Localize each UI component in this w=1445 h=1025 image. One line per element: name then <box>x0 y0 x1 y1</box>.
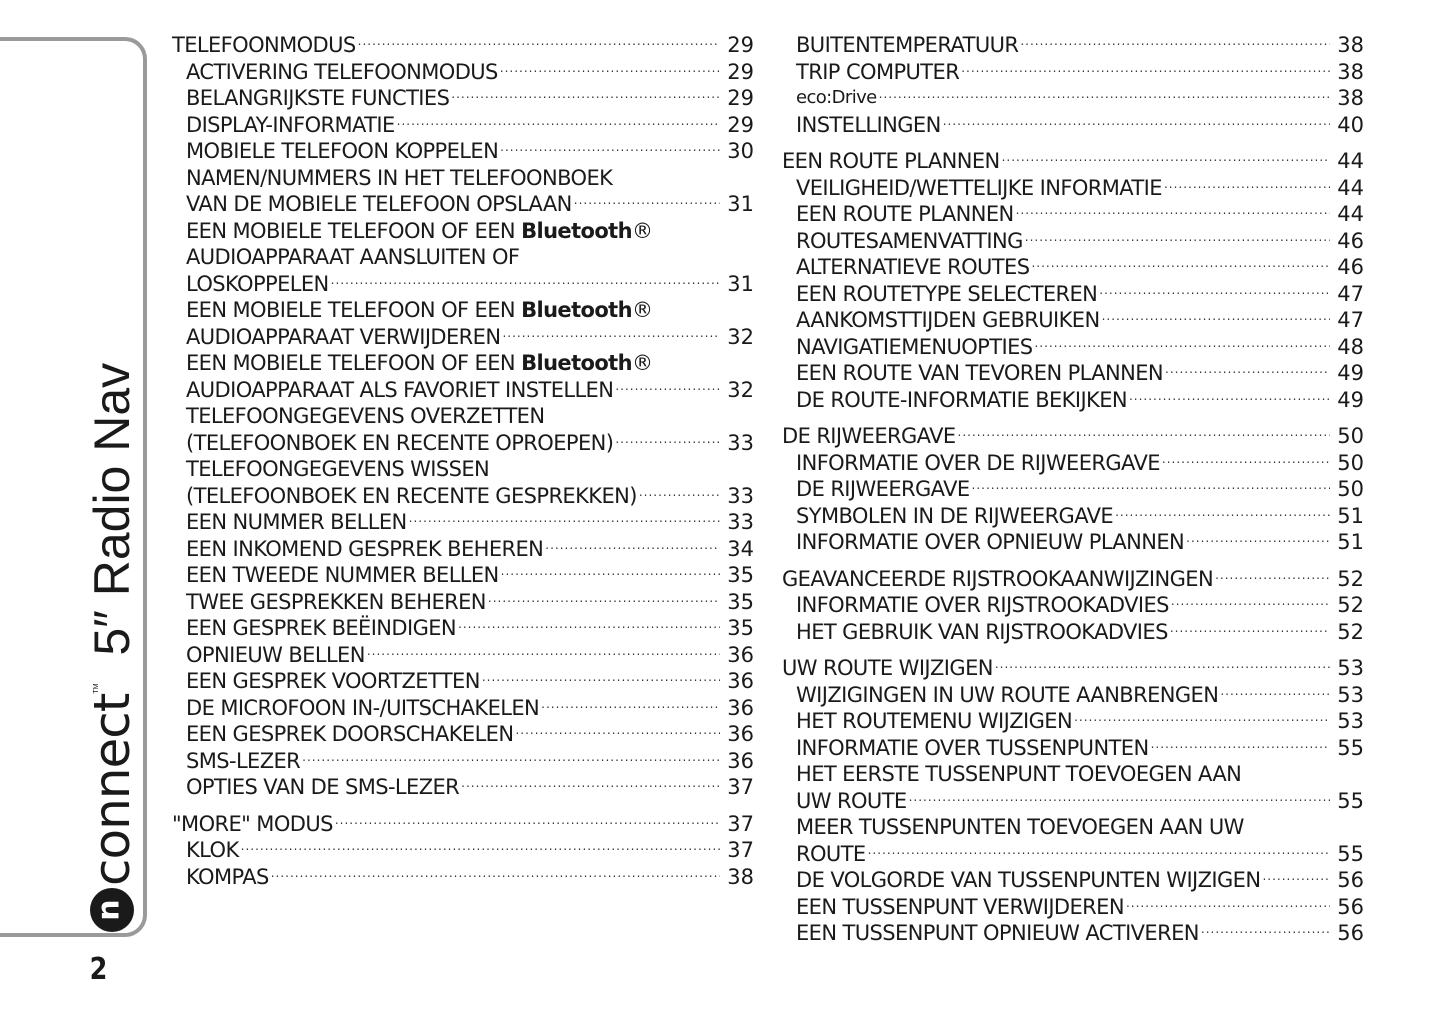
toc-subentry[interactable] <box>782 867 1364 894</box>
toc-page-number: 37 <box>727 775 754 799</box>
toc-page-number: 56 <box>1337 868 1364 892</box>
toc-entry-title: MEER TUSSENPUNTEN TOEVOEGEN AAN UW <box>796 815 1244 839</box>
toc-subentry[interactable] <box>782 592 1364 619</box>
dot-leader <box>1020 32 1330 59</box>
toc-entry-title: EEN TUSSENPUNT OPNIEUW ACTIVEREN <box>796 921 1199 945</box>
toc-column-left <box>172 32 754 890</box>
toc-page-number: 47 <box>1337 281 1364 306</box>
toc-page-number: 46 <box>1337 255 1364 279</box>
dot-leader <box>1031 254 1330 281</box>
toc-page-number: 53 <box>1337 682 1364 707</box>
toc-subentry[interactable] <box>782 841 1364 868</box>
toc-page-number: 48 <box>1337 334 1364 359</box>
toc-subentry[interactable] <box>172 430 754 457</box>
toc-entry-title: "MORE" MODUS <box>172 811 333 836</box>
dot-leader <box>461 774 720 801</box>
toc-page-number: 33 <box>727 430 754 455</box>
toc-page-number: 40 <box>1337 112 1364 137</box>
toc-entry-title: INFORMATIE OVER TUSSENPUNTEN <box>796 735 1149 760</box>
toc-entry-title: MOBIELE TELEFOON KOPPELEN <box>186 139 499 163</box>
toc-entry-title: UW ROUTE <box>796 788 907 813</box>
toc-page-number: 38 <box>1337 86 1364 110</box>
toc-entry-title: EEN ROUTE VAN TEVOREN PLANNEN <box>796 361 1164 385</box>
toc-entry-title: EEN MOBIELE TELEFOON OF EEN Bluetooth® <box>186 351 653 375</box>
toc-subentry[interactable] <box>782 503 1364 530</box>
dot-leader <box>1025 228 1330 255</box>
toc-subentry[interactable] <box>782 175 1364 202</box>
toc-entry-title: LOSKOPPELEN <box>186 271 329 296</box>
dot-leader <box>302 748 720 775</box>
toc-section[interactable] <box>782 566 1364 593</box>
toc-subentry[interactable] <box>782 360 1364 387</box>
toc-subentry <box>172 297 754 324</box>
toc-entry-title: AUDIOAPPARAAT VERWIJDEREN <box>186 324 501 349</box>
dot-leader <box>943 112 1330 139</box>
page-number: 2 <box>89 952 108 987</box>
toc-page-number: 36 <box>727 748 754 773</box>
dot-leader <box>358 32 720 59</box>
toc-entry-title: EEN ROUTETYPE SELECTEREN <box>796 281 1098 306</box>
toc-subentry <box>172 456 754 483</box>
toc-entry-title: HET EERSTE TUSSENPUNT TOEVOEGEN AAN <box>796 762 1242 786</box>
toc-entry-title: NAMEN/NUMMERS IN HET TELEFOONBOEK <box>186 165 613 190</box>
uconnect-logo <box>83 670 141 932</box>
dot-leader <box>1220 682 1330 709</box>
toc-entry-title: UW ROUTE WIJZIGEN <box>782 656 993 680</box>
toc-page-number: 29 <box>727 59 754 84</box>
bluetooth-label: Bluetooth <box>521 298 632 322</box>
toc-subentry[interactable] <box>172 695 754 722</box>
toc-entry-title: DISPLAY-INFORMATIE <box>186 112 395 137</box>
toc-subentry <box>782 761 1364 788</box>
toc-page-number: 52 <box>1337 566 1364 591</box>
toc-subentry[interactable] <box>172 615 754 642</box>
dot-leader <box>1016 201 1330 228</box>
toc-subentry[interactable] <box>782 334 1364 361</box>
dot-leader <box>331 271 720 298</box>
toc-subentry[interactable] <box>172 112 754 139</box>
dot-leader <box>615 377 720 404</box>
toc-subentry[interactable] <box>172 589 754 616</box>
toc-page-number: 51 <box>1337 503 1364 528</box>
toc-page-number: 49 <box>1337 387 1364 412</box>
toc-entry-title: BELANGRIJKSTE FUNCTIES <box>186 86 450 110</box>
toc-page-number: 46 <box>1337 228 1364 253</box>
toc-entry-title: (TELEFOONBOEK EN RECENTE GESPREKKEN) <box>186 483 637 508</box>
toc-page-number: 29 <box>727 112 754 137</box>
dot-leader <box>868 841 1330 868</box>
toc-entry-title: eco:Drive <box>796 87 877 108</box>
dot-leader <box>482 668 720 695</box>
toc-entry-title: ALTERNATIEVE ROUTES <box>796 255 1030 279</box>
toc-page-number: 38 <box>727 864 754 889</box>
dot-leader <box>1262 867 1330 894</box>
toc-subentry[interactable] <box>172 59 754 86</box>
toc-page-number: 56 <box>1337 921 1364 945</box>
toc-page-number: 36 <box>727 642 754 667</box>
toc-subentry <box>172 165 754 192</box>
toc-page-number: 35 <box>727 589 754 614</box>
dot-leader <box>1170 619 1330 646</box>
toc-subentry[interactable] <box>782 920 1364 947</box>
toc-subentry[interactable] <box>782 735 1364 762</box>
toc-page-number: 36 <box>727 669 754 693</box>
toc-entry-title: HET ROUTEMENU WIJZIGEN <box>796 709 1073 733</box>
toc-page-number: 51 <box>1337 530 1364 554</box>
toc-entry-title: WIJZIGINGEN IN UW ROUTE AANBRENGEN <box>796 682 1219 707</box>
toc-subentry[interactable] <box>172 138 754 165</box>
toc-entry-title: EEN TUSSENPUNT VERWIJDEREN <box>796 894 1124 919</box>
toc-entry-title: ACTIVERING TELEFOONMODUS <box>186 59 498 84</box>
toc-entry-title: GEAVANCEERDE RIJSTROOKAANWIJZINGEN <box>782 566 1214 591</box>
dot-leader <box>451 85 720 112</box>
dot-leader <box>545 536 720 563</box>
dot-leader <box>501 562 720 589</box>
toc-subentry[interactable] <box>172 748 754 775</box>
toc-page-number: 50 <box>1337 450 1364 475</box>
toc-entry-title: AUDIOAPPARAAT ALS FAVORIET INSTELLEN <box>186 377 614 402</box>
toc-entry-title: EEN ROUTE PLANNEN <box>796 202 1014 226</box>
dot-leader <box>502 324 720 351</box>
toc-subentry[interactable] <box>782 619 1364 646</box>
dot-leader <box>879 85 1330 112</box>
dot-leader <box>961 59 1330 86</box>
dot-leader <box>500 138 720 165</box>
toc-entry-title: INFORMATIE OVER DE RIJWEERGAVE <box>796 450 1160 475</box>
toc-subentry[interactable] <box>782 708 1364 735</box>
uconnect-u-icon: u <box>90 888 134 932</box>
toc-entry-title: TWEE GESPREKKEN BEHEREN <box>186 589 486 614</box>
toc-section[interactable] <box>172 32 754 59</box>
toc-entry-title: VAN DE MOBIELE TELEFOON OPSLAAN <box>186 192 572 216</box>
toc-page-number: 55 <box>1337 841 1364 866</box>
toc-entry-title: DE MICROFOON IN-/UITSCHAKELEN <box>186 695 540 720</box>
toc-page-number: 50 <box>1337 477 1364 501</box>
toc-page-number: 34 <box>727 536 754 561</box>
toc-entry-title: EEN ROUTE PLANNEN <box>782 149 1000 173</box>
toc-subentry[interactable] <box>782 201 1364 228</box>
dot-leader <box>488 589 720 616</box>
toc-entry-title: INFORMATIE OVER RIJSTROOKADVIES <box>796 593 1169 617</box>
toc-entry-title: DE VOLGORDE VAN TUSSENPUNTEN WIJZIGEN <box>796 868 1261 892</box>
toc-entry-title: KOMPAS <box>186 864 269 889</box>
toc-entry-title: EEN NUMMER BELLEN <box>186 510 407 534</box>
dot-leader <box>1115 503 1330 530</box>
toc-subentry[interactable] <box>172 668 754 695</box>
toc-subentry[interactable] <box>782 682 1364 709</box>
toc-section[interactable] <box>782 423 1364 450</box>
toc-entry-title: OPNIEUW BELLEN <box>186 642 365 667</box>
toc-subentry[interactable] <box>172 864 754 891</box>
dot-leader <box>639 483 720 510</box>
dot-leader <box>1186 529 1330 556</box>
dot-leader <box>1099 281 1330 308</box>
toc-section[interactable] <box>782 148 1364 175</box>
toc-page-number: 56 <box>1337 894 1364 919</box>
toc-page-number: 55 <box>1337 788 1364 813</box>
toc-page-number: 32 <box>727 377 754 402</box>
toc-page-number: 52 <box>1337 619 1364 644</box>
toc-entry-title: ROUTESAMENVATTING <box>796 228 1023 253</box>
toc-page-number: 37 <box>727 838 754 862</box>
dot-leader <box>1102 307 1330 334</box>
toc-entry-title: HET GEBRUIK VAN RIJSTROOKADVIES <box>796 619 1168 644</box>
toc-entry-title: TRIP COMPUTER <box>796 59 960 84</box>
toc-page-number: 47 <box>1337 308 1364 332</box>
trademark-mark: TM <box>93 683 100 694</box>
toc-subentry[interactable] <box>782 307 1364 334</box>
toc-page-number: 53 <box>1337 656 1364 680</box>
toc-entry-title: AANKOMSTTIJDEN GEBRUIKEN <box>796 308 1100 332</box>
toc-subentry[interactable] <box>782 788 1364 815</box>
toc-page-number: 44 <box>1337 149 1364 173</box>
toc-page-number: 29 <box>727 86 754 110</box>
toc-subentry[interactable] <box>172 324 754 351</box>
dot-leader <box>458 615 720 642</box>
toc-subentry[interactable] <box>782 32 1364 59</box>
toc-entry-title: DE ROUTE-INFORMATIE BEKIJKEN <box>796 387 1127 412</box>
dot-leader <box>367 642 720 669</box>
toc-subentry[interactable] <box>172 85 754 112</box>
toc-subentry[interactable] <box>172 483 754 510</box>
toc-subentry[interactable] <box>172 377 754 404</box>
toc-subentry[interactable] <box>172 191 754 218</box>
toc-page-number: 37 <box>727 811 754 836</box>
toc-subentry[interactable] <box>782 228 1364 255</box>
dot-leader <box>1151 735 1330 762</box>
bluetooth-label: Bluetooth <box>521 218 632 243</box>
toc-subentry[interactable] <box>172 562 754 589</box>
sidebar-title <box>82 232 142 932</box>
toc-entry-title: (TELEFOONBOEK EN RECENTE OPROEPEN) <box>186 430 614 455</box>
dot-leader <box>515 721 720 748</box>
toc-entry-title: EEN TWEEDE NUMMER BELLEN <box>186 563 499 587</box>
toc-subentry[interactable] <box>782 281 1364 308</box>
toc-page-number: 33 <box>727 510 754 534</box>
dot-leader <box>1074 708 1330 735</box>
dot-leader <box>271 864 720 891</box>
toc-entry-title: NAVIGATIEMENUOPTIES <box>796 334 1033 359</box>
toc-page-number: 53 <box>1337 709 1364 733</box>
toc-page-number: 55 <box>1337 735 1364 760</box>
dot-leader <box>958 423 1330 450</box>
toc-page-number: 50 <box>1337 424 1364 448</box>
toc-subentry[interactable] <box>782 450 1364 477</box>
dot-leader <box>1002 148 1330 175</box>
toc-page-number: 32 <box>727 324 754 349</box>
dot-leader <box>1162 450 1330 477</box>
toc-subentry <box>172 218 754 245</box>
toc-entry-title: SMS-LEZER <box>186 748 301 773</box>
toc-subentry[interactable] <box>782 254 1364 281</box>
dot-leader <box>409 509 720 536</box>
dot-leader <box>1201 920 1330 947</box>
toc-subentry[interactable] <box>172 721 754 748</box>
logo-text: connect <box>83 693 141 886</box>
dot-leader <box>1126 894 1330 921</box>
toc-subentry[interactable] <box>782 112 1364 139</box>
toc-entry-title: BUITENTEMPERATUUR <box>796 33 1019 57</box>
toc-entry-title: TELEFOONGEGEVENS OVERZETTEN <box>186 404 545 428</box>
toc-subentry <box>172 244 754 271</box>
dot-leader <box>1165 360 1330 387</box>
dot-leader <box>1034 334 1330 361</box>
toc-entry-title: EEN GESPREK VOORTZETTEN <box>186 669 480 693</box>
toc-subentry[interactable] <box>782 85 1364 112</box>
dot-leader <box>1171 592 1330 619</box>
dot-leader <box>972 476 1330 503</box>
toc-entry-title: EEN GESPREK DOORSCHAKELEN <box>186 722 514 746</box>
toc-subentry[interactable] <box>172 536 754 563</box>
toc-page-number: 33 <box>727 483 754 508</box>
toc-column-right <box>782 32 1364 947</box>
toc-entry-title: TELEFOONMODUS <box>172 33 356 57</box>
dot-leader <box>335 811 720 838</box>
dot-leader <box>241 837 720 864</box>
dot-leader <box>1215 566 1330 593</box>
toc-page-number: 36 <box>727 695 754 720</box>
toc-subentry[interactable] <box>782 894 1364 921</box>
dot-leader <box>500 59 720 86</box>
toc-subentry[interactable] <box>172 642 754 669</box>
toc-entry-title: INFORMATIE OVER OPNIEUW PLANNEN <box>796 530 1185 554</box>
toc-subentry[interactable] <box>172 837 754 864</box>
model-title: 5″ Radio Nav <box>84 362 140 670</box>
toc-page-number: 29 <box>727 33 754 57</box>
toc-entry-title: KLOK <box>186 838 239 862</box>
toc-page-number: 31 <box>727 192 754 216</box>
dot-leader <box>995 655 1330 682</box>
toc-entry-title: DE RIJWEERGAVE <box>782 424 956 448</box>
toc-entry-title: EEN GESPREK BEËINDIGEN <box>186 616 457 640</box>
toc-page-number: 38 <box>1337 33 1364 57</box>
toc-subentry[interactable] <box>782 387 1364 414</box>
toc-entry-title: SYMBOLEN IN DE RIJWEERGAVE <box>796 503 1114 528</box>
toc-entry-title: VEILIGHEID/WETTELIJKE INFORMATIE <box>796 175 1162 200</box>
dot-leader <box>1129 387 1330 414</box>
toc-subentry[interactable] <box>782 529 1364 556</box>
toc-entry-title: ROUTE <box>796 841 866 866</box>
dot-leader <box>909 788 1330 815</box>
dot-leader <box>541 695 720 722</box>
toc-subentry <box>172 350 754 377</box>
toc-entry-title: EEN MOBIELE TELEFOON OF EEN Bluetooth® <box>186 218 653 243</box>
toc-subentry <box>172 403 754 430</box>
toc-subentry[interactable] <box>782 476 1364 503</box>
toc-page-number: 44 <box>1337 202 1364 226</box>
dot-leader <box>397 112 720 139</box>
toc-entry-title: DE RIJWEERGAVE <box>796 477 970 501</box>
toc-entry-title: EEN INKOMEND GESPREK BEHEREN <box>186 536 544 561</box>
toc-section[interactable] <box>782 655 1364 682</box>
toc-page-number: 49 <box>1337 361 1364 385</box>
toc-page-number: 35 <box>727 563 754 587</box>
toc-subentry[interactable] <box>172 509 754 536</box>
dot-leader <box>615 430 720 457</box>
toc-subentry[interactable] <box>172 271 754 298</box>
dot-leader <box>574 191 720 218</box>
toc-page-number: 30 <box>727 139 754 163</box>
toc-entry-title: AUDIOAPPARAAT AANSLUITEN OF <box>186 245 520 269</box>
toc-subentry <box>782 814 1364 841</box>
toc-page-number: 31 <box>727 271 754 296</box>
toc-entry-title: EEN MOBIELE TELEFOON OF EEN Bluetooth® <box>186 298 653 322</box>
toc-subentry[interactable] <box>782 59 1364 86</box>
toc-page-number: 36 <box>727 722 754 746</box>
toc-subentry[interactable] <box>172 774 754 801</box>
toc-entry-title: OPTIES VAN DE SMS-LEZER <box>186 775 460 799</box>
toc-page-number: 52 <box>1337 593 1364 617</box>
dot-leader <box>1164 175 1330 202</box>
toc-page-number: 35 <box>727 616 754 640</box>
toc-entry-title: TELEFOONGEGEVENS WISSEN <box>186 457 490 481</box>
toc-section[interactable] <box>172 811 754 838</box>
toc-page-number: 38 <box>1337 59 1364 84</box>
toc-entry-title: INSTELLINGEN <box>796 112 941 137</box>
bluetooth-label: Bluetooth <box>521 351 632 375</box>
toc-page-number: 44 <box>1337 175 1364 200</box>
